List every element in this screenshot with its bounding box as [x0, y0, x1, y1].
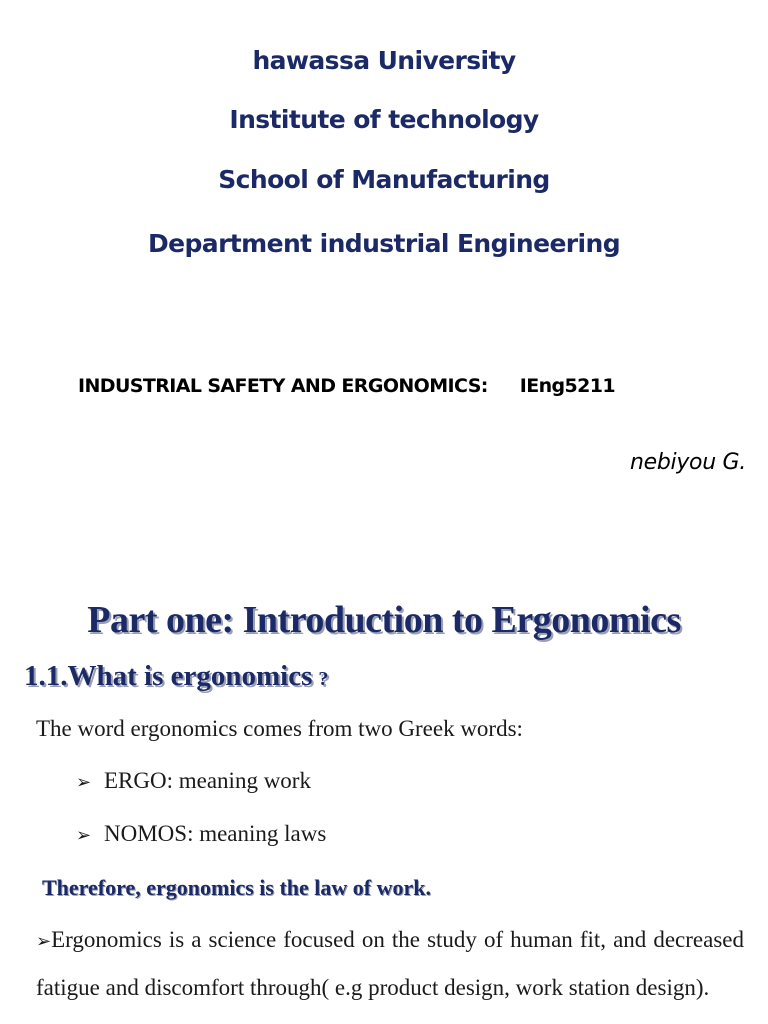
- section-title: [24, 660, 328, 693]
- section-question-mark: ?: [318, 668, 329, 690]
- course-title: INDUSTRIAL SAFETY AND ERGONOMICS:: [78, 375, 488, 397]
- bullet-text: ERGO: meaning work: [104, 768, 311, 793]
- arrow-bullet-icon: ➢: [76, 825, 92, 846]
- conclusion-text: Therefore, ergonomics is the law of work.: [42, 875, 432, 900]
- arrow-bullet-icon: ➢: [36, 931, 52, 952]
- department-name: Department industrial Engineering: [148, 229, 620, 258]
- author-name: nebiyou G.: [629, 450, 746, 475]
- list-item: [76, 821, 326, 847]
- bullet-text: NOMOS: meaning laws: [104, 821, 327, 846]
- institute-name: Institute of technology: [229, 105, 539, 134]
- part-title: Part one: Introduction to Ergonomics: [87, 599, 681, 641]
- course-code: IEng5211: [519, 375, 616, 397]
- section-title-text: 1.1.What is ergonomics: [24, 660, 313, 692]
- arrow-bullet-icon: ➢: [76, 772, 92, 793]
- intro-text: The word ergonomics comes from two Greek words:: [36, 716, 523, 741]
- course-heading: [78, 375, 615, 397]
- definition-text: Ergonomics is a science focused on the study of human fit, and decreased fatigue and discomfort through( e.g product design, work station design).: [36, 927, 744, 1000]
- list-item: [76, 768, 311, 794]
- school-name: School of Manufacturing: [218, 165, 550, 194]
- university-name: hawassa University: [252, 46, 516, 75]
- definition-paragraph: [36, 917, 744, 1011]
